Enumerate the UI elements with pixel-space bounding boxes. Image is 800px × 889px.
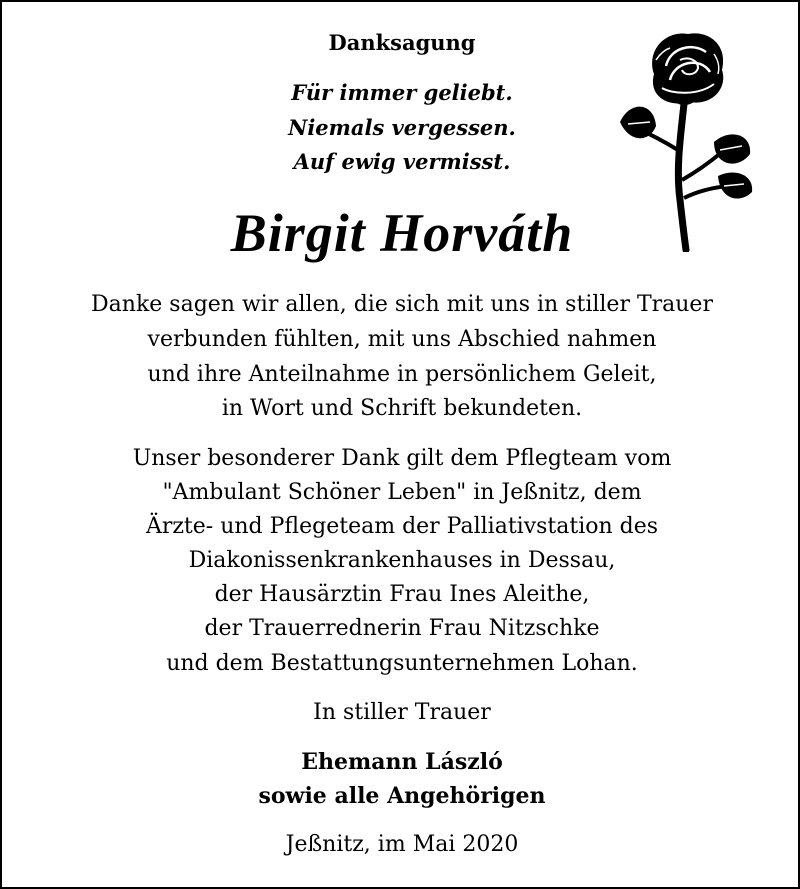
place-and-date: Jeßnitz, im Mai 2020 bbox=[285, 832, 519, 857]
signer-line-2: sowie alle Angehörigen bbox=[258, 783, 546, 809]
thanks-line-1: Danke sagen wir allen, die sich mit uns in stiller Trauer bbox=[91, 292, 713, 317]
notice-heading: Danksagung bbox=[328, 30, 476, 55]
gratitude-line-5: der Hausärztin Frau Ines Aleithe, bbox=[214, 582, 590, 607]
thanks-line-2: verbunden fühlten, mit uns Abschied nahmen bbox=[147, 327, 657, 352]
gratitude-line-7: und dem Bestattungsunternehmen Lohan. bbox=[166, 651, 638, 676]
thanks-line-4: in Wort und Schrift bekundeten. bbox=[221, 396, 583, 421]
motto-line-1: Für immer geliebt. bbox=[291, 80, 513, 105]
gratitude-line-1: Unser besonderer Dank gilt dem Pflegteam vom bbox=[132, 446, 672, 471]
gratitude-line-4: Diakonissenkrankenhauses in Dessau, bbox=[188, 548, 616, 573]
thanks-line-3: und ihre Anteilnahme in persönlichem Geleit, bbox=[147, 362, 657, 387]
gratitude-line-2: "Ambulant Schöner Leben" in Jeßnitz, dem bbox=[162, 480, 642, 505]
motto-line-2: Niemals vergessen. bbox=[288, 115, 516, 140]
motto-line-3: Auf ewig vermisst. bbox=[293, 149, 511, 174]
deceased-name: Birgit Horváth bbox=[230, 203, 574, 263]
gratitude-line-6: der Trauerrednerin Frau Nitzschke bbox=[204, 616, 600, 641]
gratitude-line-3: Ärzte- und Pflegeteam der Palliativstation des bbox=[145, 514, 659, 539]
rose-icon bbox=[610, 30, 760, 252]
closing-phrase: In stiller Trauer bbox=[313, 700, 491, 725]
signer-line-1: Ehemann László bbox=[301, 749, 503, 775]
